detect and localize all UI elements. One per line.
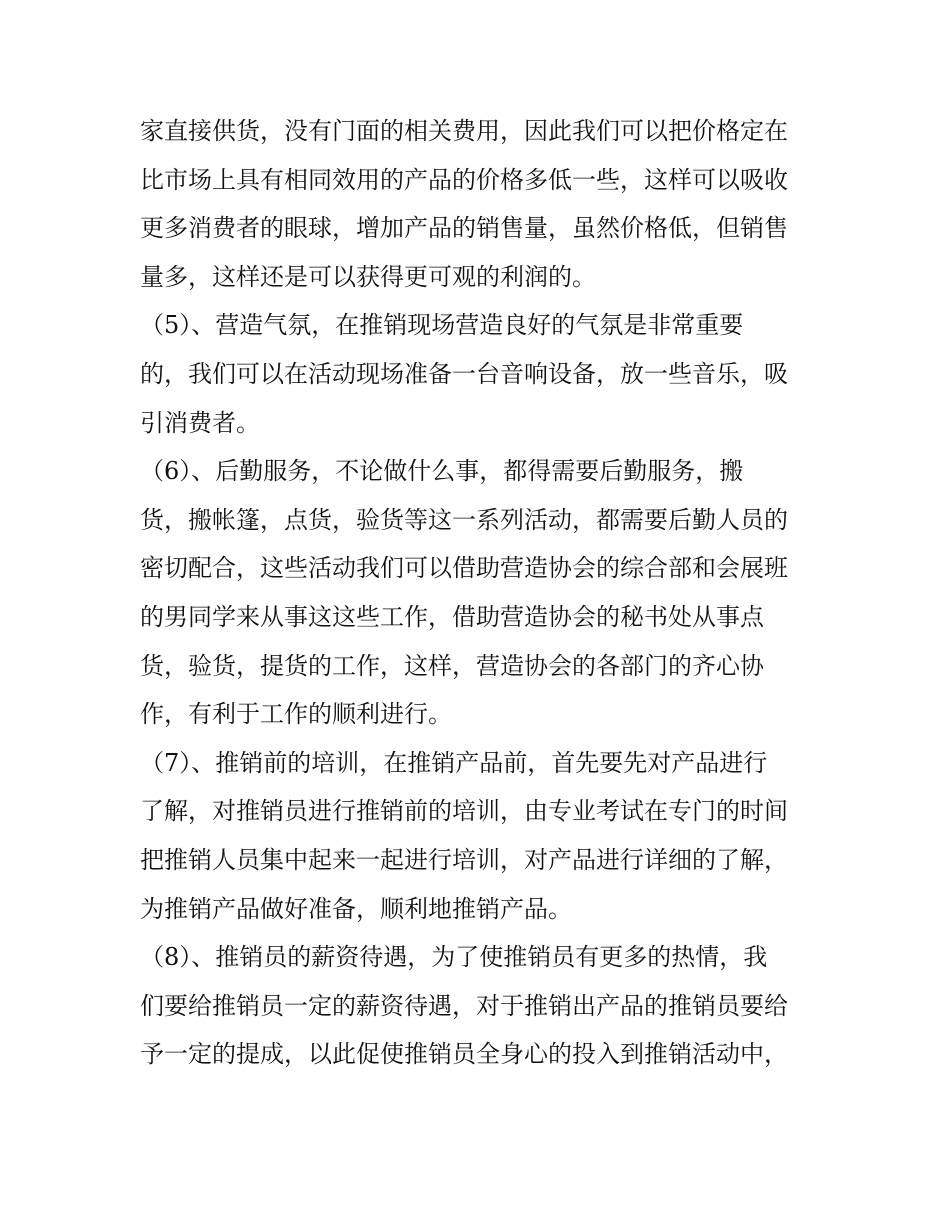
- section-8-heading-line: （8）、推销员的薪资待遇，为了使推销员有更多的热情，我: [140, 943, 768, 972]
- text-line: 为推销产品做好准备，顺利地推销产品。: [140, 894, 572, 923]
- section-6-heading-line: （6）、后勤服务，不论做什么事，都得需要后勤服务，搬: [140, 457, 744, 486]
- text-line: 作，有利于工作的顺利进行。: [140, 700, 452, 729]
- text-line: 量多，这样还是可以获得更可观的利润的。: [140, 262, 596, 291]
- text-line: 的男同学来从事这这些工作，借助营造协会的秘书处从事点: [140, 602, 764, 631]
- text-line: 货，验货，提货的工作，这样，营造协会的各部门的齐心协: [140, 651, 764, 680]
- text-line: 的，我们可以在活动现场准备一台音响设备，放一些音乐，吸: [140, 359, 788, 388]
- text-line: 们要给推销员一定的薪资待遇，对于推销出产品的推销员要给: [140, 991, 788, 1020]
- section-5-heading-line: （5）、营造气氛，在推销现场营造良好的气氛是非常重要: [140, 311, 744, 340]
- text-line: 了解，对推销员进行推销前的培训，由专业考试在专门的时间: [140, 797, 788, 826]
- text-line: 密切配合，这些活动我们可以借助营造协会的综合部和会展班: [140, 554, 788, 583]
- text-line: 比市场上具有相同效用的产品的价格多低一些，这样可以吸收: [140, 165, 788, 194]
- text-line: 引消费者。: [140, 408, 260, 437]
- section-7-heading-line: （7）、推销前的培训，在推销产品前，首先要先对产品进行: [140, 748, 768, 777]
- text-line: 予一定的提成，以此促使推销员全身心的投入到推销活动中，: [140, 1040, 788, 1069]
- document-body: [140, 107, 820, 1079]
- text-line: 货，搬帐篷，点货，验货等这一系列活动，都需要后勤人员的: [140, 505, 788, 534]
- text-line: 家直接供货，没有门面的相关费用，因此我们可以把价格定在: [140, 117, 788, 145]
- text-line: 把推销人员集中起来一起进行培训，对产品进行详细的了解，: [140, 845, 788, 874]
- text-line: 更多消费者的眼球，增加产品的销售量，虽然价格低，但销售: [140, 214, 788, 243]
